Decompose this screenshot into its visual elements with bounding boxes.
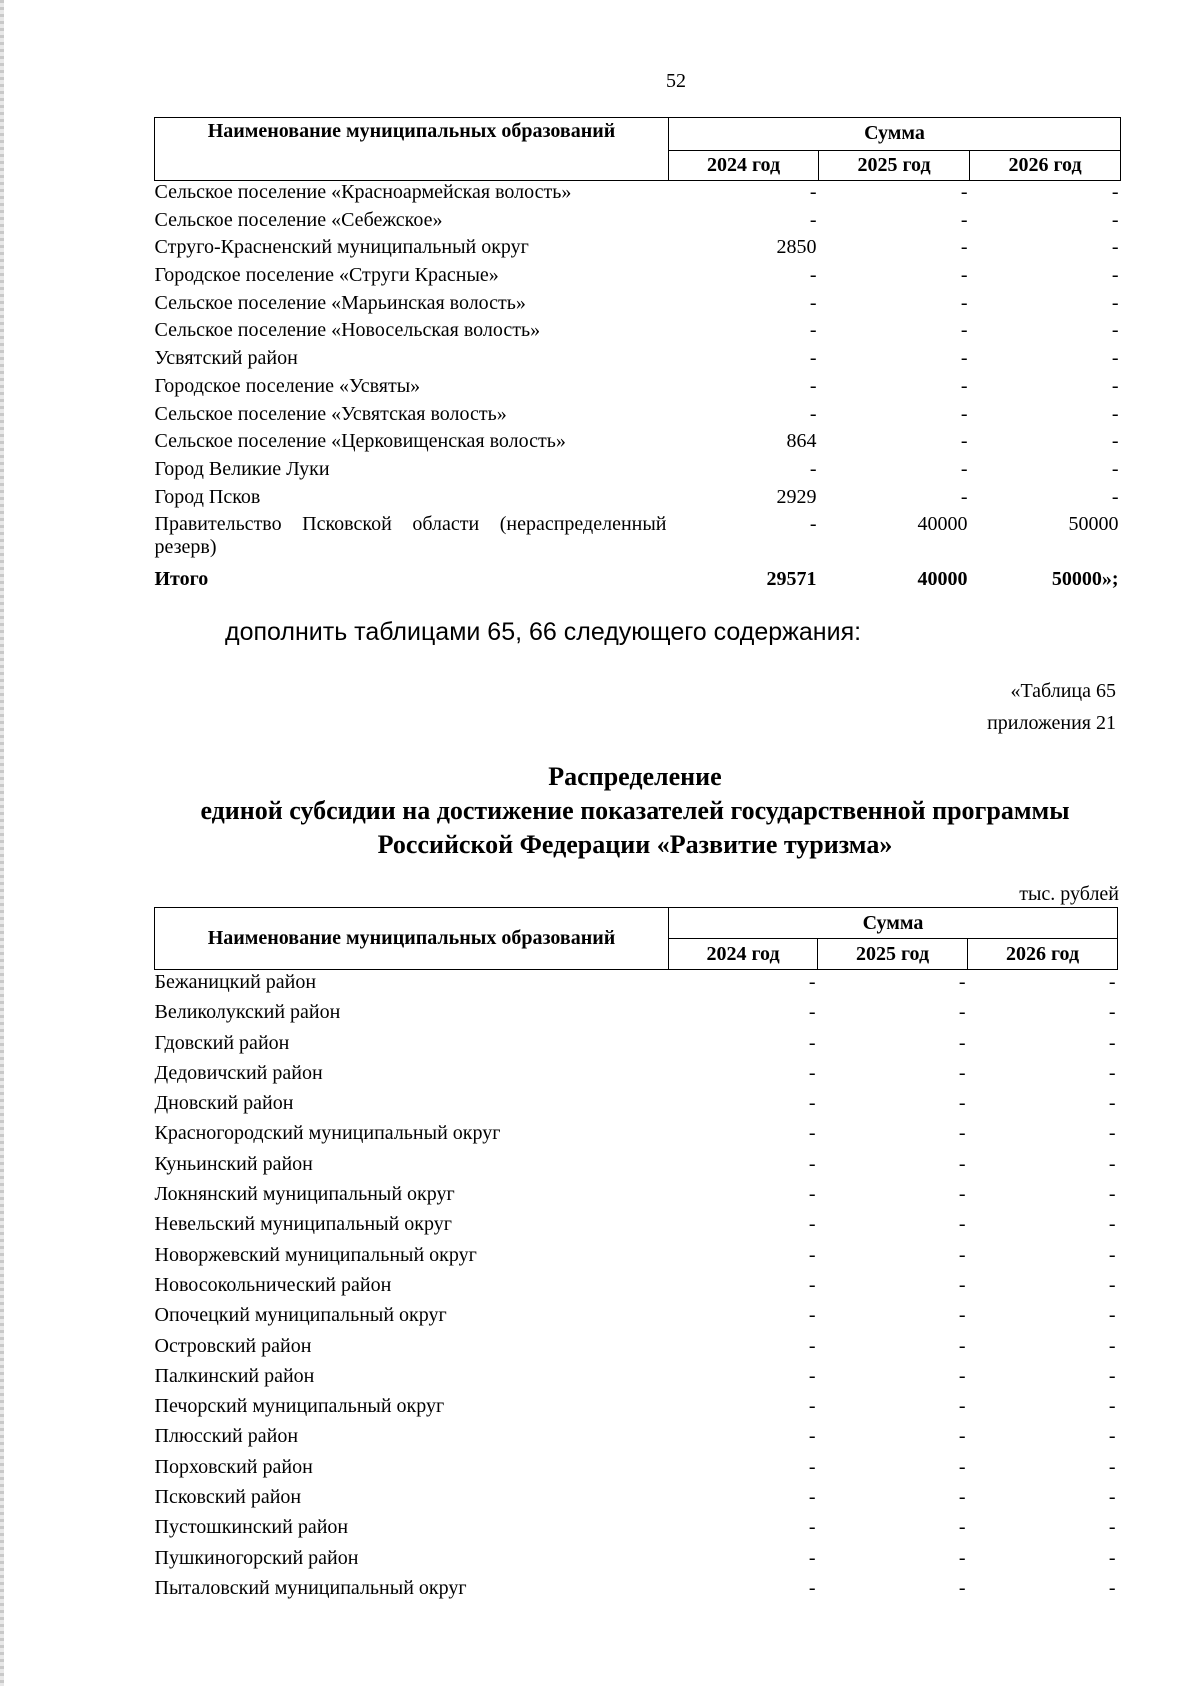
value-2024: - [809,513,817,536]
municipality-name: Невельский муниципальный округ [154,1213,452,1236]
municipality-name: Пыталовский муниципальный округ [154,1576,467,1599]
table-row [155,236,1121,264]
value-2025: - [958,1334,966,1357]
value-2024: - [808,1152,816,1175]
table-row [155,1515,1118,1545]
table-row [155,1273,1118,1303]
value-2025: - [960,319,968,342]
value-2024: - [808,1516,816,1539]
value-2025: - [958,1122,966,1145]
value-2024: - [808,1304,816,1327]
table-row [155,209,1121,237]
title-line2: единой субсидии на достижение показателей государственной программы [200,796,1070,825]
value-2026: - [1111,319,1119,342]
value-2024: - [809,291,817,314]
table1-body [155,181,1121,596]
municipality-name: Локнянский муниципальный округ [154,1183,455,1206]
value-2024: - [808,1546,816,1569]
value-2024: - [808,1425,816,1448]
value-2026: - [1108,1273,1116,1296]
table2-body [155,970,1118,1607]
municipality-name: Гдовский район [154,1031,290,1054]
value-2025: - [958,971,966,993]
table-row [155,1091,1118,1121]
value-2025: - [960,402,968,425]
value-2026: - [1111,291,1119,314]
total-row [155,568,1121,596]
value-2026: - [1108,1001,1116,1024]
reserve-row [155,513,1121,568]
municipality-name: Сельское поселение «Церковищенская волость» [154,430,566,453]
value-2026: - [1108,1304,1116,1327]
value-2025: - [958,1546,966,1569]
table-row [155,458,1121,486]
value-2026: - [1108,1092,1116,1115]
value-2026: - [1108,1152,1116,1175]
value-2024: - [808,1061,816,1084]
units-label: тыс. рублей [1019,883,1119,905]
header-year-2024: 2024 год [669,150,819,180]
municipality-name: Правительство Псковской области (нераспределенный резерв) [154,513,667,559]
value-2026: - [1111,264,1119,287]
value-2026: - [1108,1031,1116,1054]
value-2026: - [1108,1213,1116,1236]
municipality-name: Дедовичский район [154,1061,323,1084]
header-municipality-name: Наименование муниципальных образований [155,908,669,970]
value-2024: - [809,457,817,480]
value-2025: - [958,1092,966,1115]
tourism-subsidy-table [154,907,1118,1606]
table-reference-line1: «Таблица 65 [1010,680,1116,702]
value-2026: - [1108,1122,1116,1145]
value-2025: - [960,264,968,287]
value-2026: - [1108,1455,1116,1478]
municipality-name: Струго-Красненский муниципальный округ [154,236,529,259]
table-reference [987,675,1116,739]
value-2025: - [960,457,968,480]
value-2024: - [808,1576,816,1599]
value-2025: - [958,1001,966,1024]
value-2024: - [808,1334,816,1357]
municipality-name: Островский район [154,1334,312,1357]
value-2026: - [1108,1243,1116,1266]
value-2024: - [808,1213,816,1236]
value-2025: - [960,374,968,397]
municipality-name: Куньинский район [154,1152,313,1175]
value-2025: - [958,1455,966,1478]
value-2026: - [1111,402,1119,425]
table-row [155,1182,1118,1212]
value-2024: - [809,402,817,425]
table-row [155,1243,1118,1273]
value-2025: - [960,291,968,314]
value-2026: - [1108,1334,1116,1357]
value-2025: - [958,1395,966,1418]
municipality-name: Печорский муниципальный округ [154,1395,445,1418]
value-2026: - [1108,1576,1116,1599]
value-2026: - [1108,971,1116,993]
table-row [155,1364,1118,1394]
table-row [155,1061,1118,1091]
municipality-name: Городское поселение «Струги Красные» [154,264,499,287]
value-2024: - [808,1364,816,1387]
table-row [155,1455,1118,1485]
value-2025: - [960,430,968,453]
value-2026: - [1111,347,1119,370]
municipality-name: Дновский район [154,1092,294,1115]
value-2026: - [1111,374,1119,397]
value-2026: - [1108,1486,1116,1509]
value-2025: - [958,1364,966,1387]
value-2025: - [958,1031,966,1054]
value-2024: 29571 [766,568,817,591]
value-2025: 40000 [917,568,968,591]
table-row [155,1334,1118,1364]
distribution-title [150,760,1120,862]
municipality-name: Новоржевский муниципальный округ [154,1243,477,1266]
value-2025: - [960,347,968,370]
table-row [155,181,1121,209]
table-row [155,1303,1118,1333]
value-2026: - [1108,1425,1116,1448]
municipality-name: Порховский район [154,1455,313,1478]
table-row [155,1152,1118,1182]
value-2026: - [1108,1395,1116,1418]
municipality-name: Сельское поселение «Усвятская волость» [154,402,507,425]
municipality-name: Сельское поселение «Марьинская волость» [154,291,526,314]
table-row [155,347,1121,375]
value-2024: - [808,1486,816,1509]
value-2026: - [1108,1364,1116,1387]
value-2025: - [960,208,968,231]
value-2024: - [809,347,817,370]
value-2025: - [960,181,968,203]
value-2024: - [808,971,816,993]
value-2026: - [1108,1183,1116,1206]
header-year-2026: 2026 год [968,939,1118,970]
value-2026: - [1111,208,1119,231]
value-2026: - [1111,485,1119,508]
header-year-2025: 2025 год [818,939,968,970]
value-2025: - [958,1576,966,1599]
table-row [155,970,1118,1001]
value-2025: - [958,1425,966,1448]
value-2026: - [1111,457,1119,480]
value-2024: - [808,1031,816,1054]
municipality-name: Плюсский район [154,1425,299,1448]
municipality-name: Усвятский район [154,347,298,370]
value-2024: - [808,1395,816,1418]
title-line3: Российской Федерации «Развитие туризма» [377,830,893,859]
value-2024: - [808,1273,816,1296]
value-2024: - [809,319,817,342]
value-2026: - [1111,430,1119,453]
value-2026: - [1111,181,1119,203]
table-row [155,403,1121,431]
value-2025: 40000 [917,513,968,536]
municipality-name: Опочецкий муниципальный округ [154,1304,447,1327]
value-2024: - [809,181,817,203]
table-row [155,1546,1118,1576]
municipality-name: Городское поселение «Усвяты» [154,374,421,397]
value-2024: 2850 [776,236,817,259]
scan-edge [0,0,4,1686]
municipality-name: Палкинский район [154,1364,315,1387]
table-row [155,292,1121,320]
municipality-name: Итого [154,568,209,591]
table-row [155,375,1121,403]
municipality-name: Сельское поселение «Новосельская волость» [154,319,541,342]
table-reference-line2: приложения 21 [987,712,1116,734]
value-2024: - [808,1243,816,1266]
value-2025: - [960,485,968,508]
municipality-name: Пустошкинский район [154,1516,349,1539]
table-row [155,1576,1118,1606]
municipality-name: Бежаницкий район [154,971,317,993]
header-year-2025: 2025 год [819,150,970,180]
table-row [155,430,1121,458]
value-2025: - [958,1243,966,1266]
table-row [155,1031,1118,1061]
value-2025: - [958,1273,966,1296]
value-2025: - [958,1152,966,1175]
value-2024: 2929 [776,485,817,508]
municipality-name: Город Псков [154,485,261,508]
municipality-name: Новосокольнический район [154,1273,392,1296]
value-2024: - [808,1092,816,1115]
header-municipality-name: Наименование муниципальных образований [155,118,669,181]
value-2025: - [960,236,968,259]
value-2024: - [809,208,817,231]
table-row [155,486,1121,514]
value-2024: - [808,1183,816,1206]
municipality-name: Пушкиногорский район [154,1546,359,1569]
value-2025: - [958,1486,966,1509]
header-sum: Сумма [669,908,1118,939]
value-2026: - [1108,1061,1116,1084]
addendum-text: дополнить таблицами 65, 66 следующего содержания: [225,618,862,646]
table-row [155,1212,1118,1242]
header-year-2026: 2026 год [970,150,1121,180]
value-2026: - [1108,1546,1116,1569]
value-2025: - [958,1183,966,1206]
municipality-name: Псковский район [154,1486,302,1509]
value-2026: 50000»; [1051,568,1119,591]
municipality-name: Сельское поселение «Себежское» [154,208,443,231]
table-row [155,1424,1118,1454]
header-year-2024: 2024 год [669,939,818,970]
value-2024: 864 [786,430,817,453]
table-row [155,264,1121,292]
municipality-name: Город Великие Луки [154,457,330,480]
value-2025: - [958,1213,966,1236]
value-2025: - [958,1516,966,1539]
table-row [155,1485,1118,1515]
table-row [155,319,1121,347]
municipality-name: Великолукский район [154,1001,341,1024]
page-number: 52 [666,70,686,92]
value-2025: - [958,1304,966,1327]
value-2024: - [808,1001,816,1024]
value-2026: 50000 [1068,513,1119,536]
header-sum: Сумма [669,118,1121,151]
continued-distribution-table [154,117,1121,596]
value-2026: - [1111,236,1119,259]
value-2026: - [1108,1516,1116,1539]
value-2024: - [808,1455,816,1478]
municipality-name: Сельское поселение «Красноармейская волость» [154,181,572,203]
value-2024: - [808,1122,816,1145]
value-2024: - [809,374,817,397]
table-row [155,1121,1118,1151]
value-2024: - [809,264,817,287]
table-row [155,1000,1118,1030]
title-line1: Распределение [548,762,722,791]
table-row [155,1394,1118,1424]
municipality-name: Красногородский муниципальный округ [154,1122,501,1145]
value-2025: - [958,1061,966,1084]
